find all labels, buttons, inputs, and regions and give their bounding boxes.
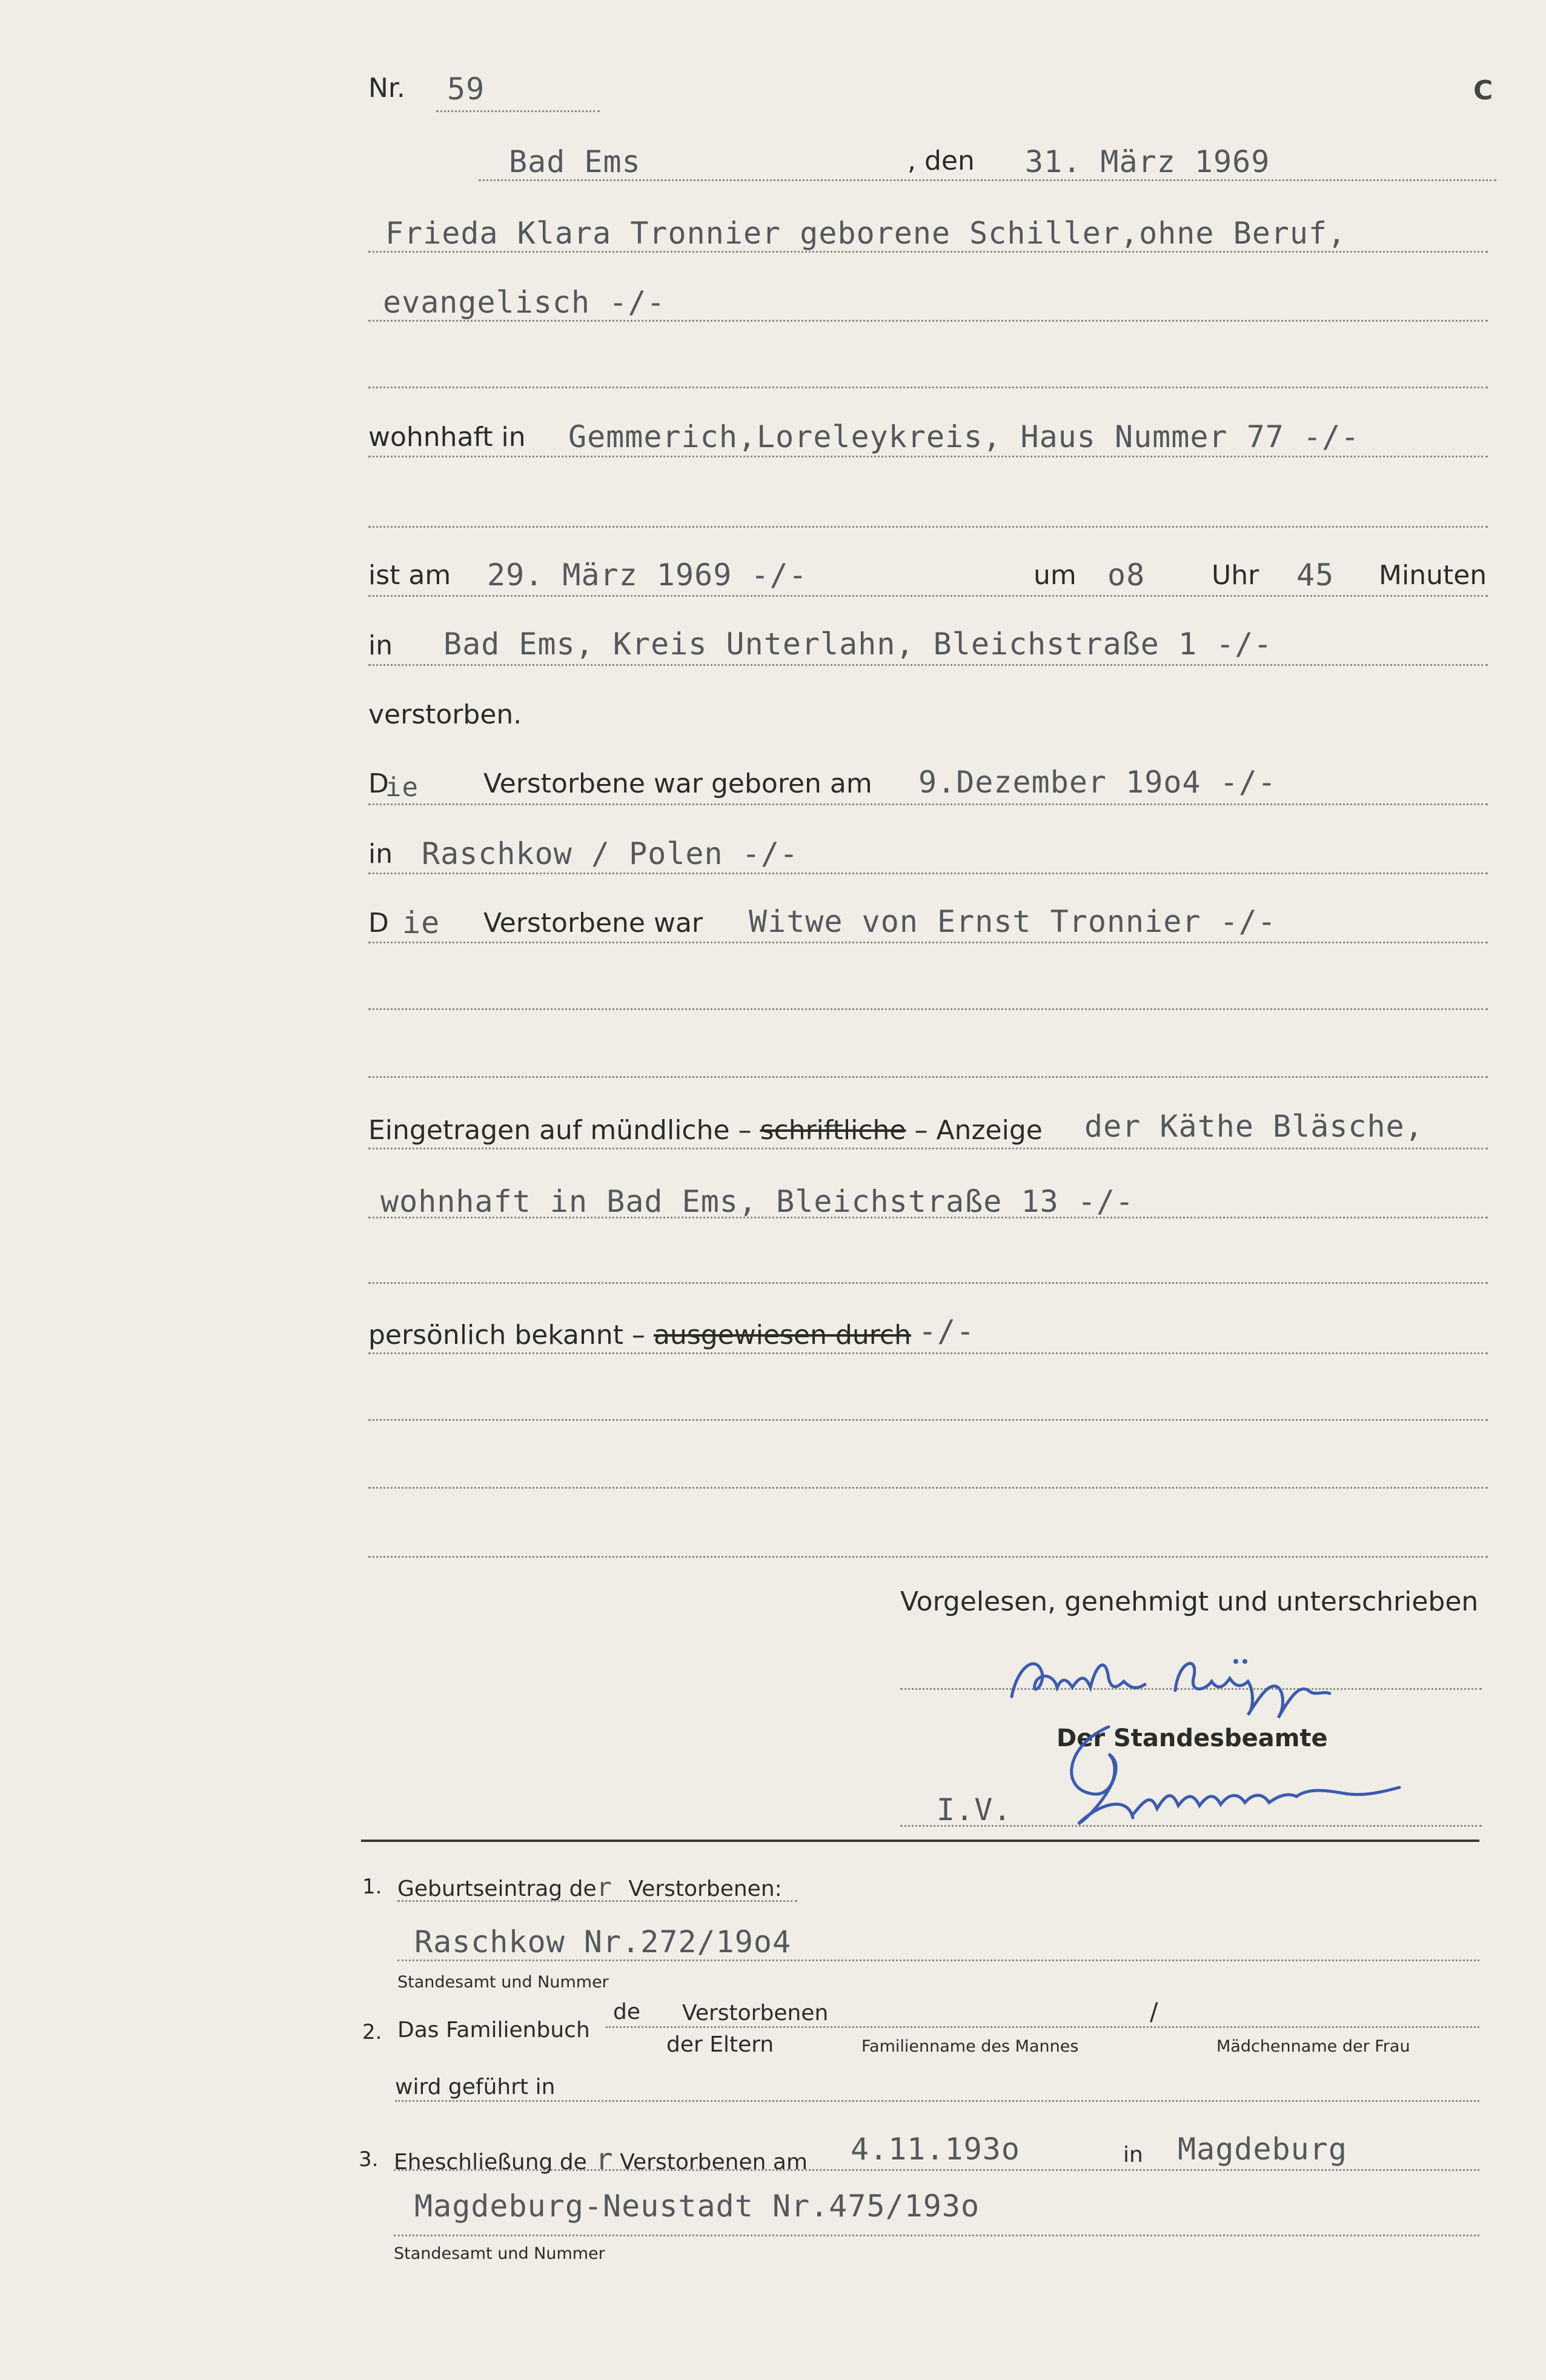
death-place: Bad Ems, Kreis Unterlahn, Bleichstraße 1 -/- (443, 627, 1273, 662)
dotted-line (368, 1217, 1488, 1218)
dotted-line (368, 664, 1488, 666)
section-divider (361, 1840, 1479, 1842)
section2-caption-wife: Mädchenname der Frau (1216, 2037, 1410, 2056)
status-label: Verstorbene war (483, 908, 703, 939)
identity-value: -/- (918, 1314, 975, 1349)
date-value: 31. März 1969 (1025, 144, 1270, 179)
dotted-line (368, 387, 1488, 388)
section1-number: 1. (362, 1875, 382, 1899)
section3-label (394, 2142, 808, 2176)
dotted-line (479, 179, 1496, 181)
dotted-line (368, 1419, 1488, 1421)
dotted-line (368, 1556, 1488, 1558)
death-in-label: in (368, 630, 393, 661)
dotted-line (368, 942, 1488, 943)
birth-place: Raschkow / Polen -/- (422, 836, 799, 871)
identity-label (368, 1320, 911, 1351)
registration-struck: schriftliche (760, 1115, 906, 1146)
identity-label-text: persönlich bekannt – (368, 1320, 646, 1351)
section3-date: 4.11.193o (851, 2132, 1020, 2167)
residence-value: Gemmerich,Loreleykreis, Haus Nummer 77 -/- (568, 419, 1360, 454)
dotted-line (368, 803, 1488, 805)
death-hour: o8 (1107, 557, 1146, 593)
birth-d-prefix: D (368, 768, 389, 799)
section2-de-label: de (613, 1999, 640, 2024)
dotted-line (395, 2100, 1479, 2102)
um-label: um (1033, 560, 1077, 591)
dotted-line (368, 1148, 1488, 1149)
section3-caption: Standesamt und Nummer (394, 2244, 605, 2263)
place-value: Bad Ems (509, 144, 641, 179)
section3-number: 3. (359, 2147, 379, 2172)
dotted-line (368, 456, 1488, 457)
dotted-line (368, 1282, 1488, 1284)
dotted-line (368, 873, 1488, 874)
corner-letter: C (1473, 75, 1493, 106)
dotted-line (368, 1008, 1488, 1010)
minuten-label: Minuten (1379, 560, 1487, 591)
section3-registry: Magdeburg-Neustadt Nr.475/193o (414, 2189, 980, 2224)
identity-struck: ausgewiesen durch (654, 1320, 911, 1351)
section3-place: Magdeburg (1178, 2132, 1347, 2167)
section2-verstorbenen-label: Verstorbenen (682, 2001, 829, 2026)
status-d-suffix: ie (402, 905, 440, 940)
section2-label-line1: Das Familienbuch (397, 2018, 590, 2043)
section1-caption: Standesamt und Nummer (397, 1973, 609, 1992)
read-approved-text: Vorgelesen, genehmigt und unterschrieben (900, 1586, 1479, 1617)
registration-label (368, 1115, 1043, 1146)
person-line-2: evangelisch -/- (383, 285, 666, 320)
den-label: , den (907, 145, 975, 176)
section3-typed-r: r (595, 2142, 613, 2176)
section3-label-part1: Eheschließung de (394, 2150, 587, 2175)
section1-value: Raschkow Nr.272/19o4 (414, 1924, 792, 1960)
registrar-label: Der Standesbeamte (1057, 1724, 1328, 1752)
dotted-line (397, 1960, 1479, 1961)
section2-slash: / (1150, 1998, 1158, 2026)
birth-label: Verstorbene war geboren am (483, 768, 872, 799)
registrar-signature (1042, 1703, 1418, 1842)
uhr-label: Uhr (1212, 560, 1259, 591)
section1-label (397, 1872, 782, 1902)
section1-label-part1: Geburtseintrag de (397, 1876, 597, 1901)
birth-d-suffix: ie (385, 772, 419, 803)
registration-label-part1: Eingetragen auf mündliche – (368, 1115, 752, 1146)
dotted-line (368, 1076, 1488, 1078)
death-date: 29. März 1969 -/- (487, 557, 808, 593)
dotted-line (368, 595, 1488, 597)
dotted-line (368, 526, 1488, 528)
birth-date: 9.Dezember 19o4 -/- (918, 765, 1276, 800)
iv-label: I.V. (937, 1792, 1012, 1827)
nr-value: 59 (447, 71, 485, 107)
section2-label-line2: wird geführt in (395, 2075, 556, 2099)
dotted-line (397, 1900, 797, 1902)
registration-label-part2: – Anzeige (914, 1115, 1043, 1146)
section3-label-part2: Verstorbenen am (620, 2150, 808, 2175)
nr-label: Nr. (368, 73, 405, 104)
section3-in-label: in (1123, 2142, 1143, 2167)
dotted-line (394, 2169, 1479, 2171)
birth-in-label: in (368, 839, 393, 869)
dotted-line (394, 2235, 1479, 2236)
dotted-line (436, 110, 600, 112)
verstorben-label: verstorben. (368, 699, 522, 730)
section2-eltern-label: der Eltern (666, 2032, 774, 2057)
person-line-1: Frieda Klara Tronnier geborene Schiller,ohne Beruf, (385, 216, 1347, 251)
informant-address: wohnhaft in Bad Ems, Bleichstraße 13 -/- (380, 1184, 1135, 1219)
section2-number: 2. (362, 2020, 382, 2044)
dotted-line (368, 1352, 1488, 1354)
dotted-line (368, 251, 1488, 253)
dotted-line (606, 2026, 1479, 2028)
dotted-line (368, 320, 1488, 322)
residence-label: wohnhaft in (368, 422, 526, 453)
informant-name: der Käthe Bläsche, (1084, 1109, 1424, 1144)
section1-label-part2: Verstorbenen: (628, 1876, 782, 1901)
death-minutes: 45 (1296, 557, 1335, 593)
section1-typed-r: r (596, 1872, 612, 1902)
status-value: Witwe von Ernst Tronnier -/- (749, 904, 1276, 939)
status-d-prefix: D (368, 908, 389, 939)
dotted-line (368, 1487, 1488, 1489)
ist-am-label: ist am (368, 560, 451, 591)
section2-caption-husband: Familienname des Mannes (861, 2037, 1079, 2056)
